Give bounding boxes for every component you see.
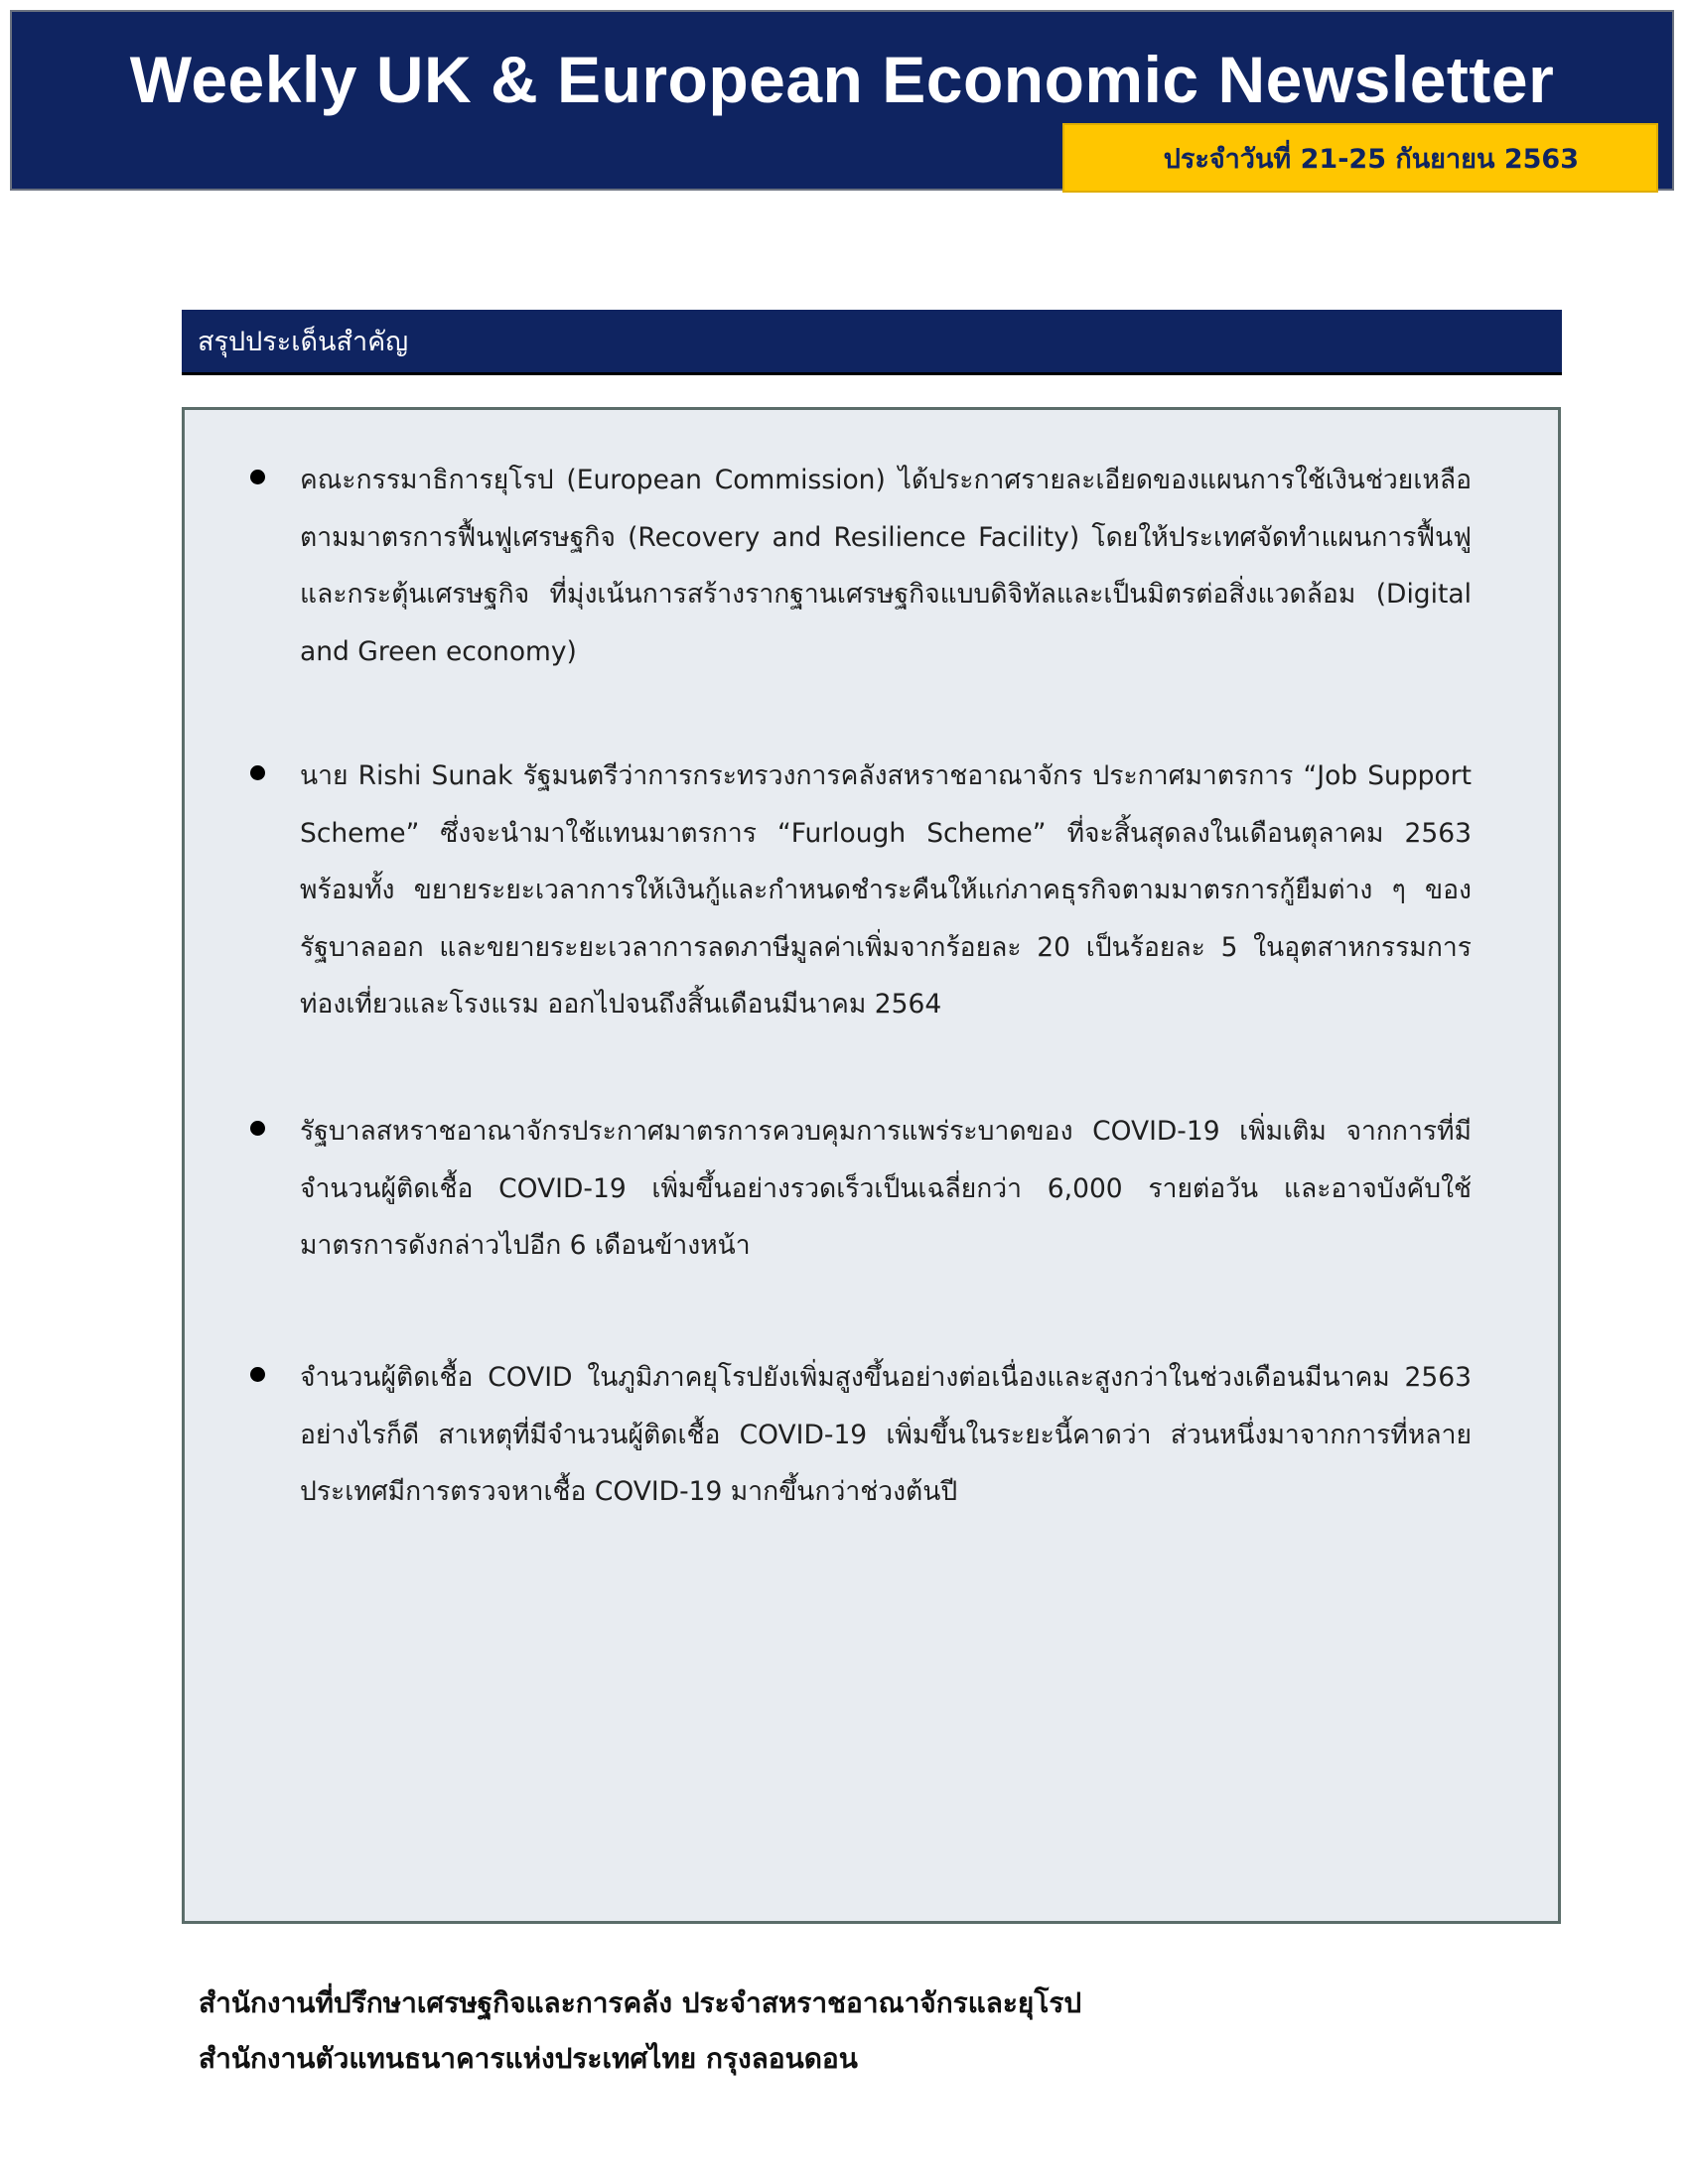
summary-heading: สรุปประเด็นสำคัญ	[198, 327, 409, 357]
issue-date: ประจำวันที่ 21-25 กันยายน 2563	[1163, 143, 1579, 175]
summary-item	[250, 1103, 1472, 1275]
summary-item	[250, 1349, 1472, 1521]
footer-bank-line: สำนักงานตัวแทนธนาคารแห่งประเทศไทย กรุงลอนดอน	[199, 2042, 858, 2075]
summary-item	[250, 748, 1472, 1033]
bullet-icon	[250, 1121, 265, 1136]
summary-item	[250, 452, 1472, 680]
bullet-icon	[250, 1367, 265, 1382]
bullet-icon	[250, 470, 265, 484]
summary-box	[182, 407, 1561, 1924]
summary-item-text: รัฐบาลสหราชอาณาจักรประกาศมาตรการควบคุมการแพร่ระบาดของ COVID-19 เพิ่มเติม จากการที่มีจำนวนผู้ติดเชื้อ COVID-19 เพิ่มขึ้นอย่างรวดเร็วเป็นเฉลี่ยกว่า 6,000 รายต่อวัน และอาจบังคับใช้มาตรการดังกล่าวไปอีก 6 เดือนข้างหน้า	[300, 1116, 1472, 1261]
footer	[199, 1976, 1489, 2087]
summary-item-text: จำนวนผู้ติดเชื้อ COVID ในภูมิภาคยุโรปยังเพิ่มสูงขึ้นอย่างต่อเนื่องและสูงกว่าในช่วงเดือนมีนาคม 2563 อย่างไรก็ดี สาเหตุที่มีจำนวนผู้ติดเชื้อ COVID-19 เพิ่มขึ้นในระยะนี้คาดว่า ส่วนหนึ่งมาจากการที่หลายประเทศมีการตรวจหาเชื้อ COVID-19 มากขึ้นกว่าช่วงต้นปี	[300, 1362, 1472, 1507]
summary-item-text: คณะกรรมาธิการยุโรป (European Commission) ได้ประกาศรายละเอียดของแผนการใช้เงินช่วยเหลือตามมาตรการฟื้นฟูเศรษฐกิจ (Recovery and Resilience Facility) โดยให้ประเทศจัดทำแผนการฟื้นฟูและกระตุ้นเศรษฐกิจ ที่มุ่งเน้นการสร้างรากฐานเศรษฐกิจแบบดิจิทัลและเป็นมิตรต่อสิ่งแวดล้อม (Digital and Green economy)	[300, 465, 1472, 667]
summary-item-text: นาย Rishi Sunak รัฐมนตรีว่าการกระทรวงการคลังสหราชอาณาจักร ประกาศมาตรการ “Job Support Scheme” ซึ่งจะนำมาใช้แทนมาตรการ “Furlough Scheme” ที่จะสิ้นสุดลงในเดือนตุลาคม 2563 พร้อมทั้ง ขยายระยะเวลาการให้เงินกู้และกำหนดชำระคืนให้แก่ภาคธุรกิจตามมาตรการกู้ยืมต่าง ๆ ของรัฐบาลออก และขยายระยะเวลาการลดภาษีมูลค่าเพิ่มจากร้อยละ 20 เป็นร้อยละ 5 ในอุตสาหกรรมการท่องเที่ยวและโรงแรม ออกไปจนถึงสิ้นเดือนมีนาคม 2564	[300, 760, 1472, 1020]
date-badge	[1062, 123, 1658, 193]
newsletter-banner	[10, 10, 1674, 191]
footer-office-line: สำนักงานที่ปรึกษาเศรษฐกิจและการคลัง ประจำสหราชอาณาจักรและยุโรป	[199, 1986, 1082, 2019]
bullet-icon	[250, 765, 265, 780]
newsletter-title: Weekly UK & European Economic Newsletter	[129, 43, 1555, 116]
summary-heading-bar	[182, 310, 1562, 375]
